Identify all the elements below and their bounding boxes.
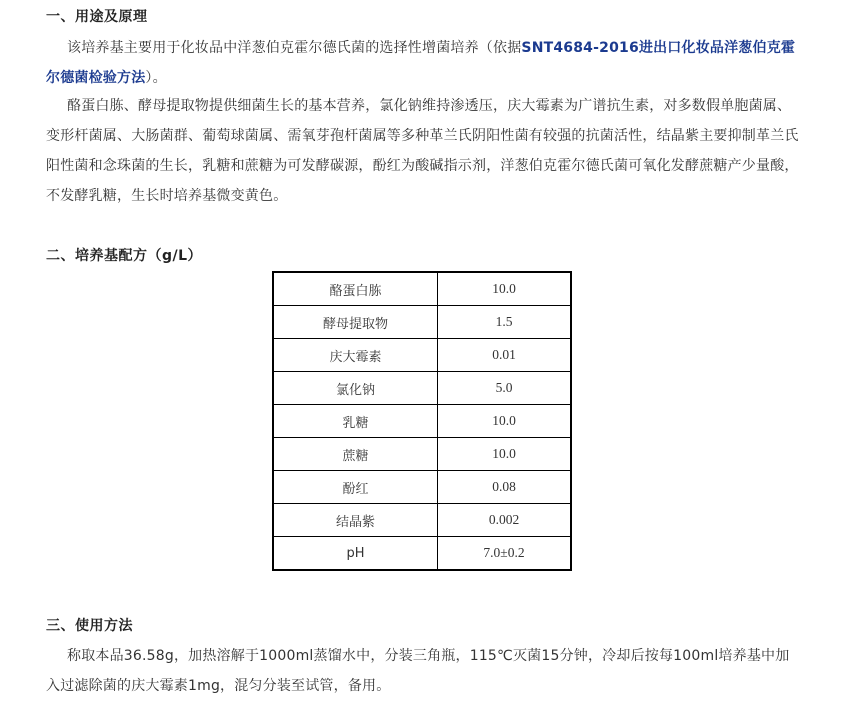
table-row (273, 306, 571, 339)
section-heading-method: 三、使用方法 (46, 618, 133, 634)
ingredient-amount: 10.0 (438, 405, 572, 438)
ingredient-name: 酚红 (273, 471, 438, 504)
ingredient-name: 酵母提取物 (273, 306, 438, 339)
principle-paragraph: 酪蛋白胨、酵母提取物提供细菌生长的基本营养，氯化钠维持渗透压，庆大霉素为广谱抗生素，对多数假单胞菌属、变形杆菌属、大肠菌群、葡萄球菌属、需氧芽孢杆菌属等多种革兰氏阴阳性菌有较强的抗菌活性，结晶紫主要抑制革兰氏阳性菌和念珠菌的生长，乳糖和蔗糖为可发酵碳源，酚红为酸碱指示剂，洋葱伯克霍尔德氏菌可氧化发酵蔗糖产少量酸，不发酵乳糖，生长时培养基微变黄色。 (46, 98, 799, 204)
ingredient-name: pH (273, 537, 438, 571)
ingredient-amount: 0.08 (438, 471, 572, 504)
ingredient-name: 结晶紫 (273, 504, 438, 537)
method-paragraph: 称取本品36.58g，加热溶解于1000ml蒸馏水中，分装三角瓶，115℃灭菌15分钟，冷却后按每100ml培养基中加入过滤除菌的庆大霉素1mg，混匀分装至试管，备用。 (46, 648, 790, 694)
ingredient-name: 乳糖 (273, 405, 438, 438)
section-heading-formula: 二、培养基配方（g/L） (46, 248, 203, 264)
ingredient-name: 氯化钠 (273, 372, 438, 405)
table-row (273, 405, 571, 438)
ingredient-amount: 0.01 (438, 339, 572, 372)
table-row (273, 272, 571, 306)
standard-reference-link[interactable]: SNT4684-2016进出口化妆品洋葱伯克霍尔德菌检验方法 (46, 40, 796, 86)
table-row (273, 471, 571, 504)
ingredient-amount: 7.0±0.2 (438, 537, 572, 571)
ingredient-amount: 5.0 (438, 372, 572, 405)
table-row (273, 438, 571, 471)
table-row (273, 537, 571, 571)
table-row (273, 372, 571, 405)
formula-table-body (273, 272, 571, 570)
ingredient-amount: 10.0 (438, 438, 572, 471)
usage-text-end: ）。 (145, 70, 167, 86)
ingredient-amount: 1.5 (438, 306, 572, 339)
section-heading-usage: 一、用途及原理 (46, 9, 148, 25)
ingredient-name: 庆大霉素 (273, 339, 438, 372)
table-row (273, 504, 571, 537)
ingredient-amount: 10.0 (438, 272, 572, 306)
usage-paragraph (46, 33, 802, 93)
ingredient-name: 酪蛋白胨 (273, 272, 438, 306)
usage-text: 该培养基主要用于化妆品中洋葱伯克霍尔德氏菌的选择性增菌培养（依据 (67, 40, 522, 56)
ingredient-amount: 0.002 (438, 504, 572, 537)
ingredient-name: 蔗糖 (273, 438, 438, 471)
formula-table (272, 271, 572, 571)
table-row (273, 339, 571, 372)
